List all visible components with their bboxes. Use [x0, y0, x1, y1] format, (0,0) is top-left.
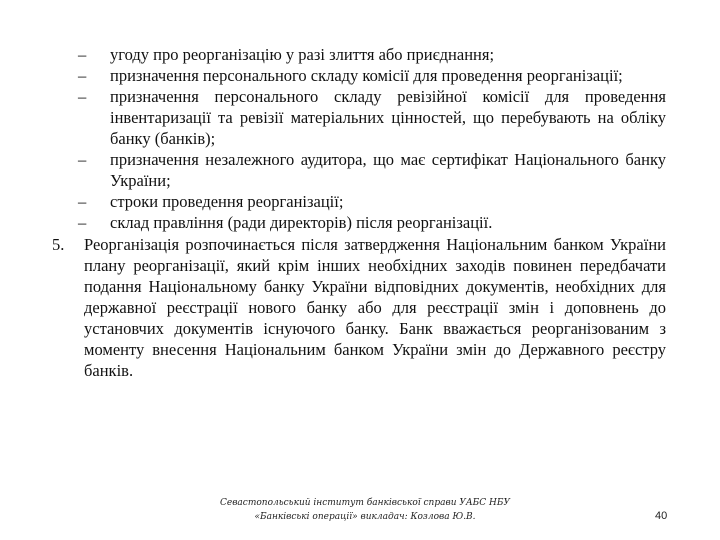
paragraph-number: 5.	[52, 235, 65, 254]
slide-content	[52, 44, 666, 381]
dash-marker: –	[78, 66, 87, 85]
dash-marker: –	[78, 192, 87, 211]
list-item-text: угоду про реорганізацію у разі злиття або приєднання;	[110, 45, 495, 64]
list-item-text: строки проведення реорганізації;	[110, 192, 344, 211]
paragraph-text: Реорганізація розпочинається після затвердження Національним банком України плану реорганізації, який крім інших необхідних заходів повинен передбачати подання Національному банку України відповідних документів, необхідних для державної реєстрації нового банку або для реєстрації змін і доповнень до установчих документів існуючого банку. Банк вважається реорганізованим з моменту внесення Національним банком України змін до Державного реєстру банків.	[84, 235, 666, 380]
list-item	[52, 191, 666, 212]
page-number: 40	[655, 510, 668, 522]
list-item	[52, 86, 666, 149]
dash-marker: –	[78, 45, 87, 64]
list-item	[52, 212, 666, 233]
dash-marker: –	[78, 150, 87, 169]
list-item	[52, 65, 666, 86]
slide-footer	[190, 496, 540, 524]
numbered-paragraph	[52, 234, 666, 381]
dash-marker: –	[78, 87, 87, 106]
list-item-text: склад правління (ради директорів) після реорганізації.	[110, 213, 493, 232]
list-item-text: призначення персонального складу ревізійної комісії для проведення інвентаризації та ревізії матеріальних цінностей, що перебувають на обліку банку (банків);	[110, 87, 666, 148]
dash-marker: –	[78, 213, 87, 232]
footer-institution: Севастопольський інститут банківської справи УАБС НБУ	[219, 498, 510, 508]
list-item-text: призначення персонального складу комісії для проведення реорганізації;	[110, 66, 623, 85]
bullet-list	[52, 44, 666, 233]
list-item	[52, 44, 666, 65]
list-item-text: призначення незалежного аудитора, що має сертифікат Національного банку України;	[110, 150, 666, 190]
list-item	[52, 149, 666, 191]
footer-course-lecturer: «Банківські операції» викладач: Козлова Ю.В.	[254, 512, 476, 522]
